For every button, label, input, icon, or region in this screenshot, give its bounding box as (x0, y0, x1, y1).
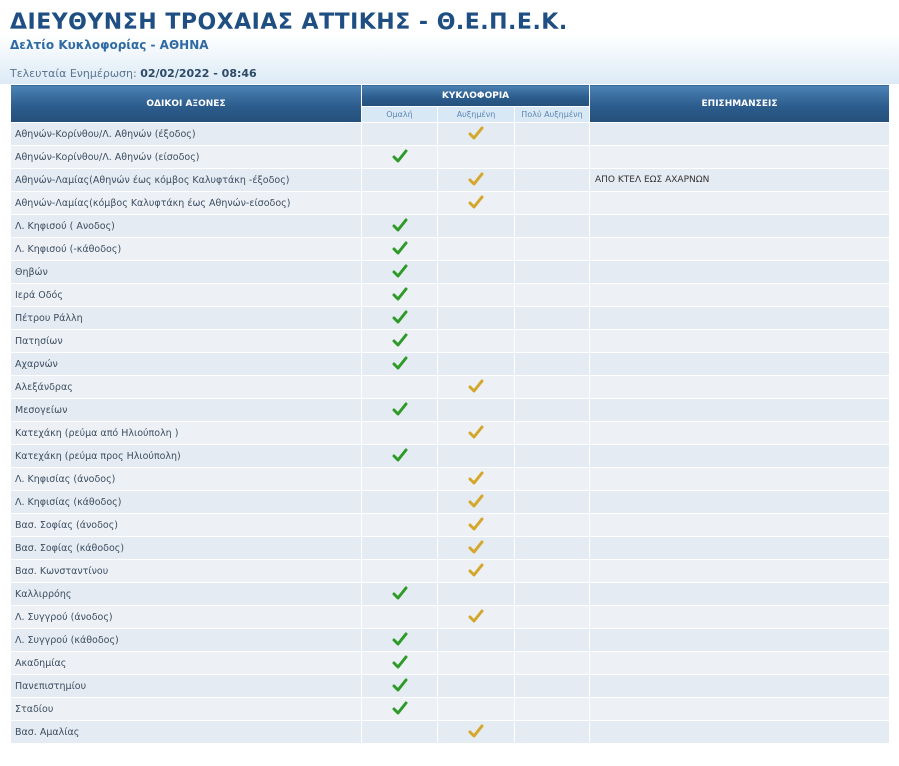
last-update-value: 02/02/2022 - 08:46 (140, 67, 257, 80)
check-gold-icon (468, 539, 484, 558)
check-green-icon (392, 217, 408, 236)
road-note (590, 560, 890, 583)
traffic-table (10, 84, 890, 744)
road-note (590, 629, 890, 652)
table-row (11, 606, 890, 629)
table-row (11, 629, 890, 652)
check-green-icon (392, 631, 408, 650)
road-name: Αλεξάνδρας (11, 376, 362, 399)
status-cell-very-increased (515, 698, 590, 721)
table-row (11, 169, 890, 192)
status-cell-very-increased (515, 169, 590, 192)
status-cell-increased (438, 215, 515, 238)
status-cell-very-increased (515, 491, 590, 514)
road-note (590, 652, 890, 675)
status-cell-normal (362, 422, 438, 445)
status-cell-increased (438, 422, 515, 445)
status-cell-very-increased (515, 192, 590, 215)
table-row (11, 192, 890, 215)
status-cell-very-increased (515, 514, 590, 537)
check-gold-icon (468, 493, 484, 512)
road-name: Αθηνών-Λαμίας(Αθηνών έως κόμβος Καλυφτάκη -έξοδος) (11, 169, 362, 192)
road-note (590, 675, 890, 698)
status-cell-increased (438, 445, 515, 468)
status-cell-normal (362, 399, 438, 422)
status-cell-very-increased (515, 215, 590, 238)
road-name: Σταδίου (11, 698, 362, 721)
check-gold-icon (468, 171, 484, 190)
road-name: Κατεχάκη (ρεύμα προς Ηλιούπολη) (11, 445, 362, 468)
table-row (11, 238, 890, 261)
road-name: Βασ. Σοφίας (άνοδος) (11, 514, 362, 537)
header-notes: ΕΠΙΣΗΜΑΝΣΕΙΣ (590, 85, 890, 123)
page-subtitle: Δελτίο Κυκλοφορίας - ΑΘΗΝΑ (10, 38, 209, 52)
status-cell-very-increased (515, 652, 590, 675)
last-update (10, 67, 257, 80)
table-row (11, 445, 890, 468)
status-cell-very-increased (515, 261, 590, 284)
status-cell-increased (438, 675, 515, 698)
check-green-icon (392, 263, 408, 282)
status-cell-normal (362, 307, 438, 330)
header-very-increased: Πολύ Αυξημένη (515, 107, 590, 123)
table-row (11, 675, 890, 698)
status-cell-increased (438, 261, 515, 284)
check-green-icon (392, 677, 408, 696)
check-gold-icon (468, 516, 484, 535)
status-cell-very-increased (515, 376, 590, 399)
status-cell-increased (438, 399, 515, 422)
status-cell-increased (438, 652, 515, 675)
road-note (590, 445, 890, 468)
status-cell-very-increased (515, 675, 590, 698)
road-name: Αθηνών-Κορίνθου/Λ. Αθηνών (είσοδος) (11, 146, 362, 169)
road-note: ΑΠΟ ΚΤΕΛ ΕΩΣ ΑΧΑΡΝΩΝ (590, 169, 890, 192)
status-cell-increased (438, 238, 515, 261)
road-name: Ιερά Οδός (11, 284, 362, 307)
last-update-label: Τελευταία Ενημέρωση: (10, 67, 137, 80)
table-row (11, 399, 890, 422)
road-note (590, 537, 890, 560)
road-note (590, 376, 890, 399)
table-row (11, 698, 890, 721)
status-cell-normal (362, 215, 438, 238)
road-name: Βασ. Κωνσταντίνου (11, 560, 362, 583)
status-cell-increased (438, 376, 515, 399)
road-name: Λ. Συγγρού (κάθοδος) (11, 629, 362, 652)
table-row (11, 721, 890, 744)
table-row (11, 123, 890, 146)
status-cell-normal (362, 192, 438, 215)
road-note (590, 514, 890, 537)
status-cell-normal (362, 537, 438, 560)
status-cell-normal (362, 721, 438, 744)
header-roads: ΟΔΙΚΟΙ ΑΞΟΝΕΣ (11, 85, 362, 123)
table-row (11, 307, 890, 330)
check-gold-icon (468, 608, 484, 627)
status-cell-very-increased (515, 238, 590, 261)
check-green-icon (392, 332, 408, 351)
status-cell-normal (362, 560, 438, 583)
status-cell-normal (362, 261, 438, 284)
check-green-icon (392, 355, 408, 374)
table-row (11, 284, 890, 307)
status-cell-normal (362, 284, 438, 307)
road-note (590, 468, 890, 491)
status-cell-increased (438, 330, 515, 353)
road-name: Λ. Κηφισού (-κάθοδος) (11, 238, 362, 261)
table-row (11, 261, 890, 284)
road-name: Βασ. Σοφίας (κάθοδος) (11, 537, 362, 560)
road-note (590, 721, 890, 744)
check-green-icon (392, 585, 408, 604)
road-name: Αθηνών-Λαμίας(κόμβος Καλυφτάκη έως Αθηνών-είσοδος) (11, 192, 362, 215)
status-cell-very-increased (515, 123, 590, 146)
check-green-icon (392, 654, 408, 673)
table-row (11, 514, 890, 537)
status-cell-very-increased (515, 468, 590, 491)
road-name: Λ. Κηφισού ( Ανοδος) (11, 215, 362, 238)
check-green-icon (392, 700, 408, 719)
header-increased: Αυξημένη (438, 107, 515, 123)
road-name: Πατησίων (11, 330, 362, 353)
check-gold-icon (468, 723, 484, 742)
road-note (590, 399, 890, 422)
status-cell-normal (362, 583, 438, 606)
road-name: Λ. Κηφισίας (άνοδος) (11, 468, 362, 491)
check-green-icon (392, 286, 408, 305)
road-note (590, 330, 890, 353)
table-row (11, 468, 890, 491)
table-row (11, 353, 890, 376)
status-cell-increased (438, 721, 515, 744)
table-row (11, 330, 890, 353)
road-note (590, 146, 890, 169)
road-note (590, 215, 890, 238)
check-green-icon (392, 447, 408, 466)
road-name: Αθηνών-Κορίνθου/Λ. Αθηνών (έξοδος) (11, 123, 362, 146)
header-traffic: ΚΥΚΛΟΦΟΡΙΑ (362, 85, 590, 107)
status-cell-very-increased (515, 583, 590, 606)
road-name: Θηβών (11, 261, 362, 284)
road-note (590, 284, 890, 307)
road-name: Λ. Συγγρού (άνοδος) (11, 606, 362, 629)
road-note (590, 123, 890, 146)
status-cell-normal (362, 169, 438, 192)
road-note (590, 606, 890, 629)
road-note (590, 353, 890, 376)
check-gold-icon (468, 470, 484, 489)
status-cell-increased (438, 169, 515, 192)
status-cell-normal (362, 629, 438, 652)
table-row (11, 583, 890, 606)
check-green-icon (392, 401, 408, 420)
status-cell-normal (362, 652, 438, 675)
check-gold-icon (468, 424, 484, 443)
status-cell-increased (438, 307, 515, 330)
status-cell-increased (438, 146, 515, 169)
status-cell-increased (438, 514, 515, 537)
status-cell-increased (438, 192, 515, 215)
page-title: ΔΙΕΥΘΥΝΣΗ ΤΡΟΧΑΙΑΣ ΑΤΤΙΚΗΣ - Θ.Ε.Π.Ε.Κ. (10, 10, 568, 35)
status-cell-very-increased (515, 606, 590, 629)
status-cell-increased (438, 629, 515, 652)
status-cell-very-increased (515, 560, 590, 583)
status-cell-very-increased (515, 537, 590, 560)
status-cell-increased (438, 123, 515, 146)
table-row (11, 560, 890, 583)
status-cell-increased (438, 560, 515, 583)
table-row (11, 491, 890, 514)
status-cell-increased (438, 284, 515, 307)
road-name: Λ. Κηφισίας (κάθοδος) (11, 491, 362, 514)
status-cell-normal (362, 445, 438, 468)
status-cell-normal (362, 123, 438, 146)
table-row (11, 146, 890, 169)
road-name: Πανεπιστημίου (11, 675, 362, 698)
road-name: Κατεχάκη (ρεύμα από Ηλιούπολη ) (11, 422, 362, 445)
status-cell-normal (362, 353, 438, 376)
road-name: Μεσογείων (11, 399, 362, 422)
check-green-icon (392, 309, 408, 328)
road-note (590, 238, 890, 261)
road-name: Καλλιρρόης (11, 583, 362, 606)
status-cell-very-increased (515, 307, 590, 330)
status-cell-very-increased (515, 629, 590, 652)
road-name: Αχαρνών (11, 353, 362, 376)
status-cell-increased (438, 698, 515, 721)
check-gold-icon (468, 562, 484, 581)
road-note (590, 698, 890, 721)
status-cell-increased (438, 583, 515, 606)
status-cell-normal (362, 514, 438, 537)
page-header (0, 0, 899, 84)
road-note (590, 307, 890, 330)
status-cell-normal (362, 675, 438, 698)
status-cell-increased (438, 537, 515, 560)
table-row (11, 215, 890, 238)
status-cell-very-increased (515, 422, 590, 445)
table-row (11, 422, 890, 445)
status-cell-very-increased (515, 353, 590, 376)
table-body (11, 123, 890, 744)
table-row (11, 537, 890, 560)
status-cell-normal (362, 491, 438, 514)
status-cell-increased (438, 353, 515, 376)
status-cell-very-increased (515, 399, 590, 422)
status-cell-normal (362, 330, 438, 353)
check-gold-icon (468, 194, 484, 213)
status-cell-very-increased (515, 330, 590, 353)
road-name: Πέτρου Ράλλη (11, 307, 362, 330)
status-cell-increased (438, 491, 515, 514)
status-cell-very-increased (515, 721, 590, 744)
status-cell-increased (438, 606, 515, 629)
status-cell-normal (362, 146, 438, 169)
table-row (11, 652, 890, 675)
check-gold-icon (468, 125, 484, 144)
status-cell-increased (438, 468, 515, 491)
status-cell-normal (362, 698, 438, 721)
status-cell-normal (362, 468, 438, 491)
road-note (590, 422, 890, 445)
road-note (590, 491, 890, 514)
road-note (590, 583, 890, 606)
status-cell-very-increased (515, 445, 590, 468)
status-cell-very-increased (515, 284, 590, 307)
status-cell-normal (362, 238, 438, 261)
road-note (590, 192, 890, 215)
table-row (11, 376, 890, 399)
road-name: Ακαδημίας (11, 652, 362, 675)
status-cell-very-increased (515, 146, 590, 169)
road-name: Βασ. Αμαλίας (11, 721, 362, 744)
check-green-icon (392, 240, 408, 259)
check-green-icon (392, 148, 408, 167)
header-normal: Ομαλή (362, 107, 438, 123)
road-note (590, 261, 890, 284)
status-cell-normal (362, 606, 438, 629)
status-cell-normal (362, 376, 438, 399)
check-gold-icon (468, 378, 484, 397)
